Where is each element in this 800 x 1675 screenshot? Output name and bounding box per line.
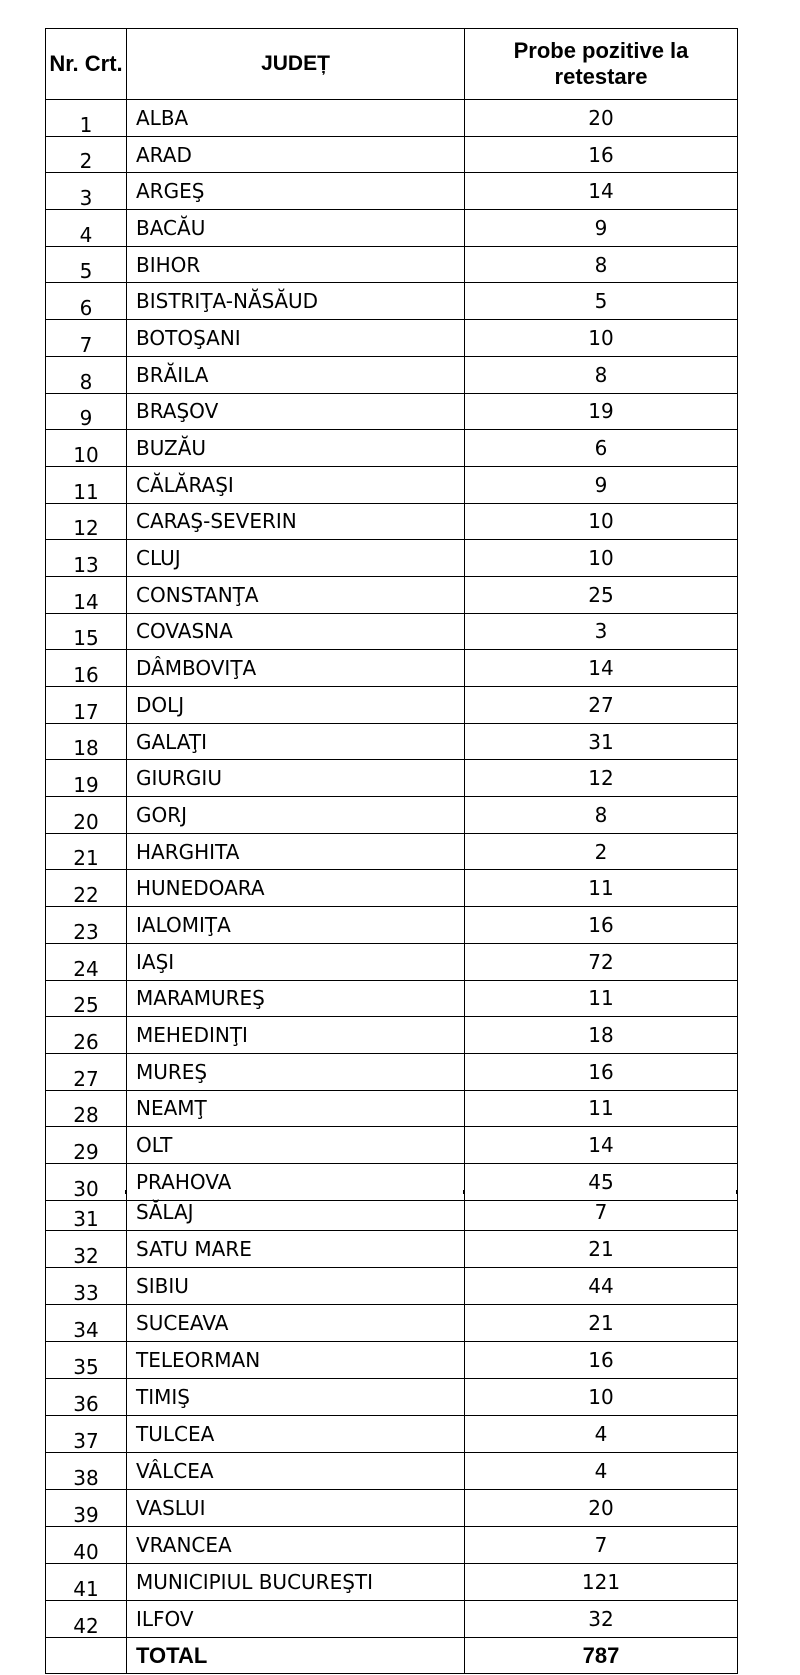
table-row [46, 1193, 738, 1231]
row-nr: 22 [46, 870, 127, 907]
row-judet: MUNICIPIUL BUCUREŞTI [127, 1564, 465, 1601]
table-row [46, 687, 738, 724]
row-value: 14 [465, 173, 738, 210]
row-nr: 9 [46, 393, 127, 430]
row-value: 10 [465, 540, 738, 577]
row-judet: NEAMŢ [127, 1090, 465, 1127]
row-nr: 31 [46, 1193, 127, 1231]
table-row [46, 430, 738, 467]
header-probe-pozitive: Probe pozitive la retestare [465, 29, 738, 100]
row-nr: 6 [46, 283, 127, 320]
row-value: 31 [465, 723, 738, 760]
table-row [46, 980, 738, 1017]
table-row [46, 576, 738, 613]
row-nr: 24 [46, 943, 127, 980]
row-value: 16 [465, 907, 738, 944]
table-row [46, 760, 738, 797]
table-row [46, 613, 738, 650]
row-judet: CĂLĂRAŞI [127, 466, 465, 503]
row-nr: 39 [46, 1490, 127, 1527]
row-value: 6 [465, 430, 738, 467]
row-value: 12 [465, 760, 738, 797]
total-nr-cell [46, 1638, 127, 1674]
table-row [46, 1379, 738, 1416]
row-judet: BISTRIŢA-NĂSĂUD [127, 283, 465, 320]
total-value: 787 [465, 1638, 738, 1674]
row-value: 18 [465, 1017, 738, 1054]
table-row [46, 1268, 738, 1305]
table-row [46, 943, 738, 980]
row-nr: 21 [46, 833, 127, 870]
total-row [46, 1638, 738, 1674]
row-judet: DOLJ [127, 687, 465, 724]
row-nr: 38 [46, 1453, 127, 1490]
table-row [46, 246, 738, 283]
row-nr: 30 [46, 1163, 127, 1200]
table-row [46, 1601, 738, 1638]
row-nr: 4 [46, 210, 127, 247]
row-value: 19 [465, 393, 738, 430]
row-judet: ARGEŞ [127, 173, 465, 210]
row-nr: 20 [46, 797, 127, 834]
table-row [46, 320, 738, 357]
row-judet: SUCEAVA [127, 1305, 465, 1342]
row-value: 20 [465, 1490, 738, 1527]
row-nr: 17 [46, 687, 127, 724]
row-value: 32 [465, 1601, 738, 1638]
row-value: 121 [465, 1564, 738, 1601]
row-nr: 16 [46, 650, 127, 687]
row-value: 11 [465, 870, 738, 907]
row-nr: 41 [46, 1564, 127, 1601]
row-judet: BRĂILA [127, 356, 465, 393]
row-value: 2 [465, 833, 738, 870]
row-judet: BUZĂU [127, 430, 465, 467]
table-row [46, 173, 738, 210]
row-judet: OLT [127, 1127, 465, 1164]
row-value: 10 [465, 503, 738, 540]
table-row [46, 833, 738, 870]
row-value: 5 [465, 283, 738, 320]
table-row [46, 723, 738, 760]
row-judet: VRANCEA [127, 1527, 465, 1564]
table-row [46, 1127, 738, 1164]
row-value: 8 [465, 356, 738, 393]
row-nr: 12 [46, 503, 127, 540]
row-nr: 13 [46, 540, 127, 577]
row-judet: ILFOV [127, 1601, 465, 1638]
row-nr: 5 [46, 246, 127, 283]
table-row [46, 1453, 738, 1490]
row-judet: IAŞI [127, 943, 465, 980]
row-value: 72 [465, 943, 738, 980]
row-value: 27 [465, 687, 738, 724]
table-row [46, 540, 738, 577]
row-judet: MARAMUREŞ [127, 980, 465, 1017]
row-value: 10 [465, 1379, 738, 1416]
row-value: 7 [465, 1193, 738, 1231]
row-judet: VÂLCEA [127, 1453, 465, 1490]
table-row [46, 466, 738, 503]
row-value: 10 [465, 320, 738, 357]
row-nr: 11 [46, 466, 127, 503]
row-judet: BIHOR [127, 246, 465, 283]
row-value: 8 [465, 797, 738, 834]
header-nr-crt: Nr. Crt. [46, 29, 127, 100]
row-nr: 27 [46, 1053, 127, 1090]
row-judet: SIBIU [127, 1268, 465, 1305]
table-row [46, 210, 738, 247]
row-value: 9 [465, 466, 738, 503]
row-judet: SĂLAJ [127, 1193, 465, 1231]
row-value: 4 [465, 1453, 738, 1490]
table-row [46, 870, 738, 907]
row-nr: 29 [46, 1127, 127, 1164]
row-value: 11 [465, 1090, 738, 1127]
row-judet: ARAD [127, 136, 465, 173]
table-row [46, 1305, 738, 1342]
results-table-part-1 [45, 28, 738, 1201]
row-value: 25 [465, 576, 738, 613]
row-judet: GIURGIU [127, 760, 465, 797]
table-header [46, 29, 738, 100]
row-judet: CLUJ [127, 540, 465, 577]
row-judet: GORJ [127, 797, 465, 834]
row-value: 45 [465, 1163, 738, 1200]
row-value: 3 [465, 613, 738, 650]
row-value: 16 [465, 1342, 738, 1379]
table-footer [46, 1638, 738, 1674]
row-nr: 19 [46, 760, 127, 797]
row-nr: 3 [46, 173, 127, 210]
row-value: 14 [465, 650, 738, 687]
row-nr: 8 [46, 356, 127, 393]
row-judet: VASLUI [127, 1490, 465, 1527]
row-nr: 18 [46, 723, 127, 760]
row-judet: DÂMBOVIŢA [127, 650, 465, 687]
row-judet: ALBA [127, 100, 465, 137]
table-row [46, 1342, 738, 1379]
table-row [46, 1416, 738, 1453]
row-value: 16 [465, 136, 738, 173]
row-judet: BACĂU [127, 210, 465, 247]
row-value: 44 [465, 1268, 738, 1305]
row-judet: HUNEDOARA [127, 870, 465, 907]
table-row [46, 907, 738, 944]
table-row [46, 100, 738, 137]
row-nr: 28 [46, 1090, 127, 1127]
row-nr: 42 [46, 1601, 127, 1638]
row-nr: 15 [46, 613, 127, 650]
row-nr: 37 [46, 1416, 127, 1453]
row-judet: GALAŢI [127, 723, 465, 760]
table-body-part-2 [46, 1193, 738, 1638]
table-row [46, 1231, 738, 1268]
table-row [46, 1527, 738, 1564]
header-row [46, 29, 738, 100]
row-judet: PRAHOVA [127, 1163, 465, 1200]
row-value: 20 [465, 100, 738, 137]
row-judet: CONSTANŢA [127, 576, 465, 613]
row-judet: IALOMIŢA [127, 907, 465, 944]
row-nr: 2 [46, 136, 127, 173]
row-value: 14 [465, 1127, 738, 1164]
table-row [46, 1564, 738, 1601]
table-row [46, 797, 738, 834]
table-body-part-1 [46, 100, 738, 1201]
row-nr: 1 [46, 100, 127, 137]
row-value: 8 [465, 246, 738, 283]
row-judet: BOTOŞANI [127, 320, 465, 357]
row-nr: 10 [46, 430, 127, 467]
row-nr: 36 [46, 1379, 127, 1416]
table-row [46, 1053, 738, 1090]
total-label: TOTAL [127, 1638, 465, 1674]
row-judet: SATU MARE [127, 1231, 465, 1268]
row-nr: 7 [46, 320, 127, 357]
results-table-part-2 [45, 1193, 738, 1674]
row-value: 21 [465, 1305, 738, 1342]
row-nr: 32 [46, 1231, 127, 1268]
row-nr: 35 [46, 1342, 127, 1379]
row-value: 4 [465, 1416, 738, 1453]
row-judet: CARAŞ-SEVERIN [127, 503, 465, 540]
row-nr: 34 [46, 1305, 127, 1342]
header-judet: JUDEȚ [127, 29, 465, 100]
row-nr: 33 [46, 1268, 127, 1305]
row-judet: HARGHITA [127, 833, 465, 870]
row-judet: TIMIŞ [127, 1379, 465, 1416]
row-judet: MUREŞ [127, 1053, 465, 1090]
row-value: 16 [465, 1053, 738, 1090]
row-judet: MEHEDINŢI [127, 1017, 465, 1054]
table-row [46, 393, 738, 430]
table-row [46, 1490, 738, 1527]
row-judet: TULCEA [127, 1416, 465, 1453]
row-value: 21 [465, 1231, 738, 1268]
row-nr: 26 [46, 1017, 127, 1054]
row-nr: 40 [46, 1527, 127, 1564]
table-row [46, 283, 738, 320]
table-row [46, 650, 738, 687]
row-nr: 23 [46, 907, 127, 944]
table-row [46, 136, 738, 173]
row-nr: 25 [46, 980, 127, 1017]
row-value: 9 [465, 210, 738, 247]
row-value: 7 [465, 1527, 738, 1564]
row-nr: 14 [46, 576, 127, 613]
row-judet: BRAŞOV [127, 393, 465, 430]
table-row [46, 1017, 738, 1054]
table-row [46, 503, 738, 540]
row-judet: TELEORMAN [127, 1342, 465, 1379]
row-value: 11 [465, 980, 738, 1017]
table-row [46, 356, 738, 393]
table-row [46, 1090, 738, 1127]
row-judet: COVASNA [127, 613, 465, 650]
